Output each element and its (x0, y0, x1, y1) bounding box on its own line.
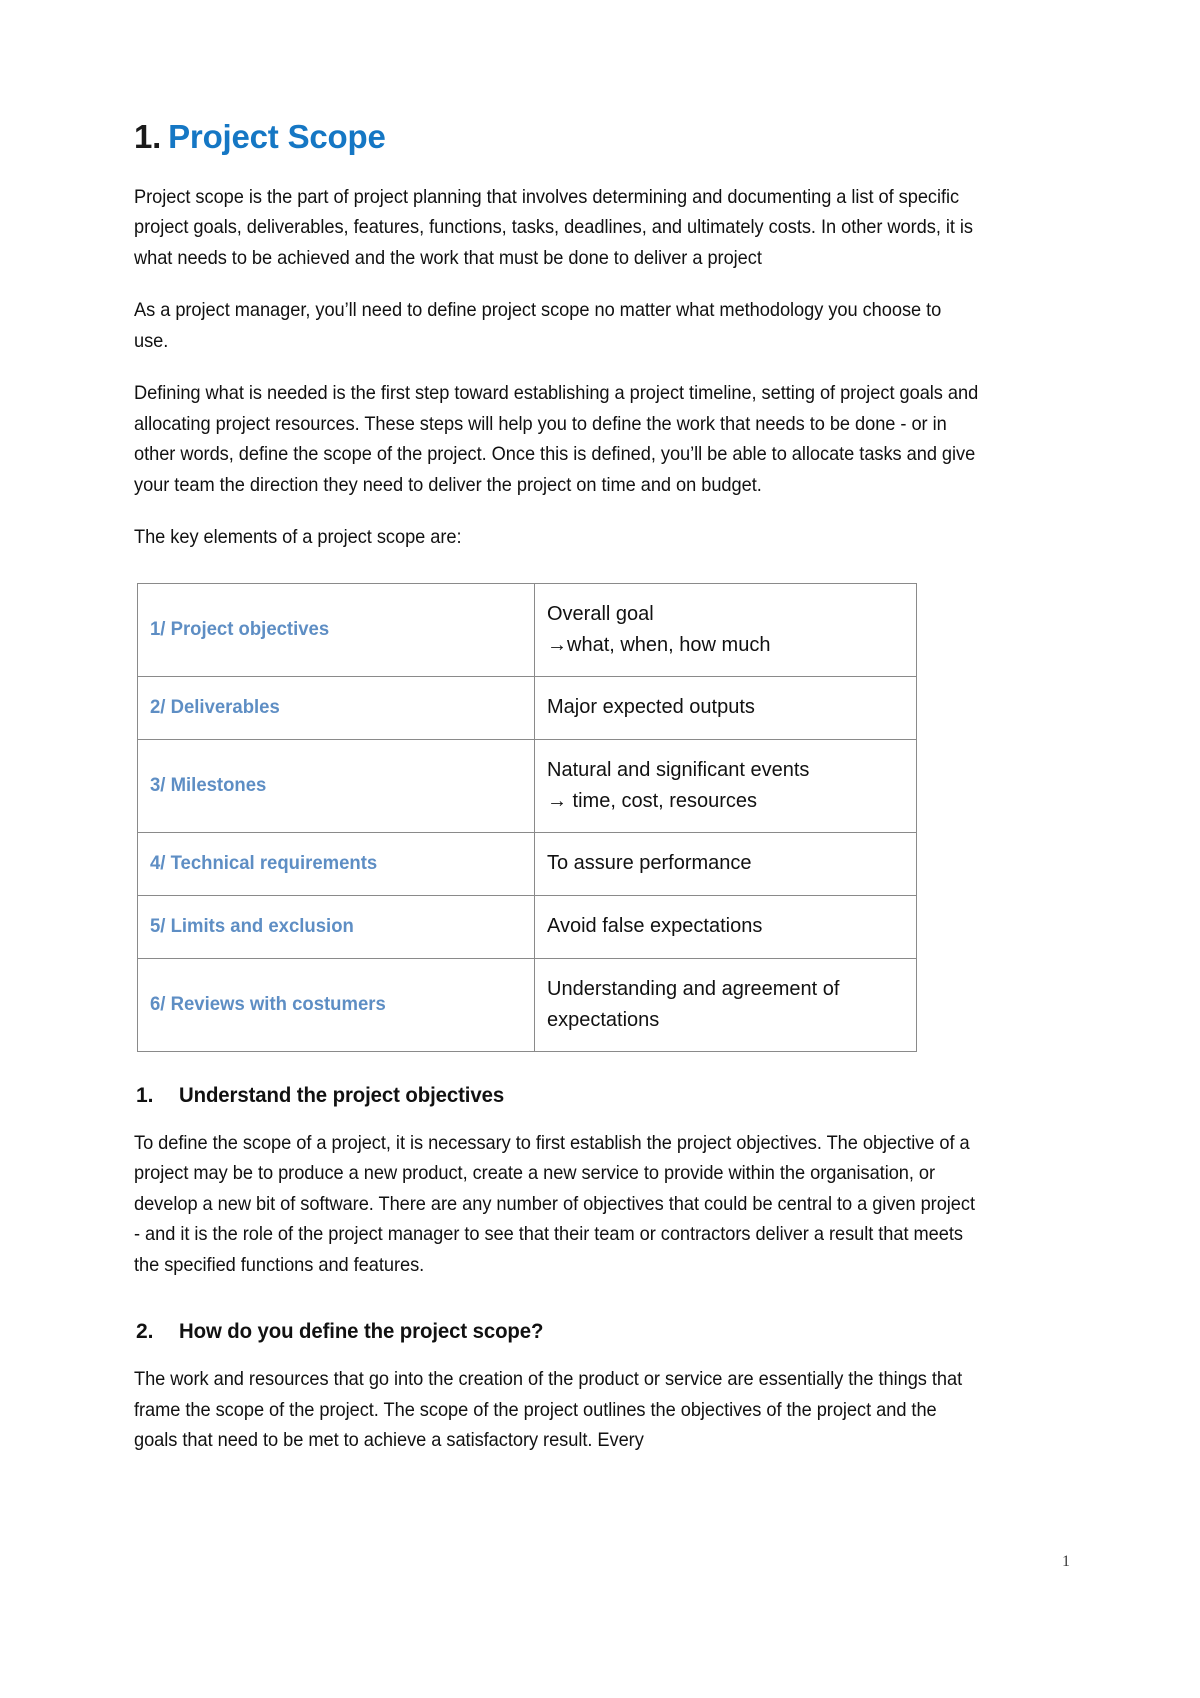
scope-key-2: 2/ Deliverables (150, 696, 280, 719)
table-cell-value (535, 676, 917, 739)
section-heading-1 (134, 1084, 979, 1108)
document-body (134, 118, 979, 1456)
paragraph-objectives: To define the scope of a project, it is necessary to first establish the project objectives. The objective of a project may be to produce a new product, create a new service to provide within the organisation, or develop a new bit of software. There are any number of objectives that could be central to a given project - and it is the role of the project manager to see that their team or contractors deliver a result that meets the specified functions and features. (134, 1131, 975, 1276)
table-row (138, 583, 917, 676)
page-number: 1 (1062, 1553, 1070, 1570)
table-cell-value (535, 739, 917, 832)
table-cell-key (138, 583, 535, 676)
table-cell-key (138, 739, 535, 832)
page-title-text: Project Scope (168, 118, 386, 155)
page-title (134, 118, 979, 156)
paragraph-key-elements-lead: The key elements of a project scope are: (134, 526, 462, 549)
table-cell-key (138, 958, 535, 1051)
scope-value-1-line2: →what, when, how much (547, 633, 771, 656)
section-title-2: How do you define the project scope? (179, 1320, 544, 1344)
table-cell-value (535, 832, 917, 895)
table-row (138, 958, 917, 1051)
table-row (138, 895, 917, 958)
scope-value-6-line1: Understanding and agreement of (547, 977, 840, 1000)
scope-value-4-line1: To assure performance (547, 852, 752, 875)
paragraph-methodology: As a project manager, you’ll need to define project scope no matter what methodology you choose to use. (134, 299, 942, 352)
section-heading-2 (134, 1320, 979, 1344)
table-row (138, 739, 917, 832)
table-cell-value (535, 895, 917, 958)
section-spacer (134, 1302, 979, 1320)
paragraph-intro: Project scope is the part of project planning that involves determining and documenting a list of specific project goals, deliverables, features, functions, tasks, deadlines, and ultimately costs. In other words, it is what needs to be achieved and the work that must be done to deliver a project (134, 185, 974, 269)
scope-value-1-line1: Overall goal (547, 602, 654, 625)
scope-value-3-line1: Natural and significant events (547, 758, 810, 781)
scope-key-6: 6/ Reviews with costumers (150, 993, 386, 1016)
paragraph-define-scope: The work and resources that go into the creation of the product or service are essentially the things that frame the scope of the project. The scope of the project outlines the objectives of the project and the goals that need to be met to achieve a satisfactory result. Every (134, 1368, 963, 1452)
scope-key-5: 5/ Limits and exclusion (150, 915, 354, 938)
scope-key-1: 1/ Project objectives (150, 618, 330, 641)
page-title-number: 1. (134, 118, 162, 155)
section-number-2: 2. (136, 1320, 154, 1344)
table-cell-value (535, 583, 917, 676)
scope-key-4: 4/ Technical requirements (150, 852, 378, 875)
scope-value-3-line2: → time, cost, resources (547, 789, 758, 812)
scope-elements-table (137, 583, 917, 1052)
scope-value-6-line2: expectations (547, 1008, 660, 1031)
table-row (138, 832, 917, 895)
table-cell-key (138, 832, 535, 895)
table-cell-key (138, 895, 535, 958)
table-cell-key (138, 676, 535, 739)
scope-value-2-line1: Major expected outputs (547, 696, 755, 719)
table-row (138, 676, 917, 739)
table-cell-value (535, 958, 917, 1051)
scope-key-3: 3/ Milestones (150, 774, 267, 797)
scope-value-5-line1: Avoid false expectations (547, 915, 763, 938)
section-number-1: 1. (136, 1083, 154, 1107)
section-title-1: Understand the project objectives (179, 1083, 505, 1107)
paragraph-defining: Defining what is needed is the first step toward establishing a project timeline, setting of project goals and allocating project resources. These steps will help you to define the work that needs to be done - or in other words, define the scope of the project. Once this is defined, you’ll be able to allocate tasks and give your team the direction they need to deliver the project on time and on budget. (134, 382, 979, 496)
